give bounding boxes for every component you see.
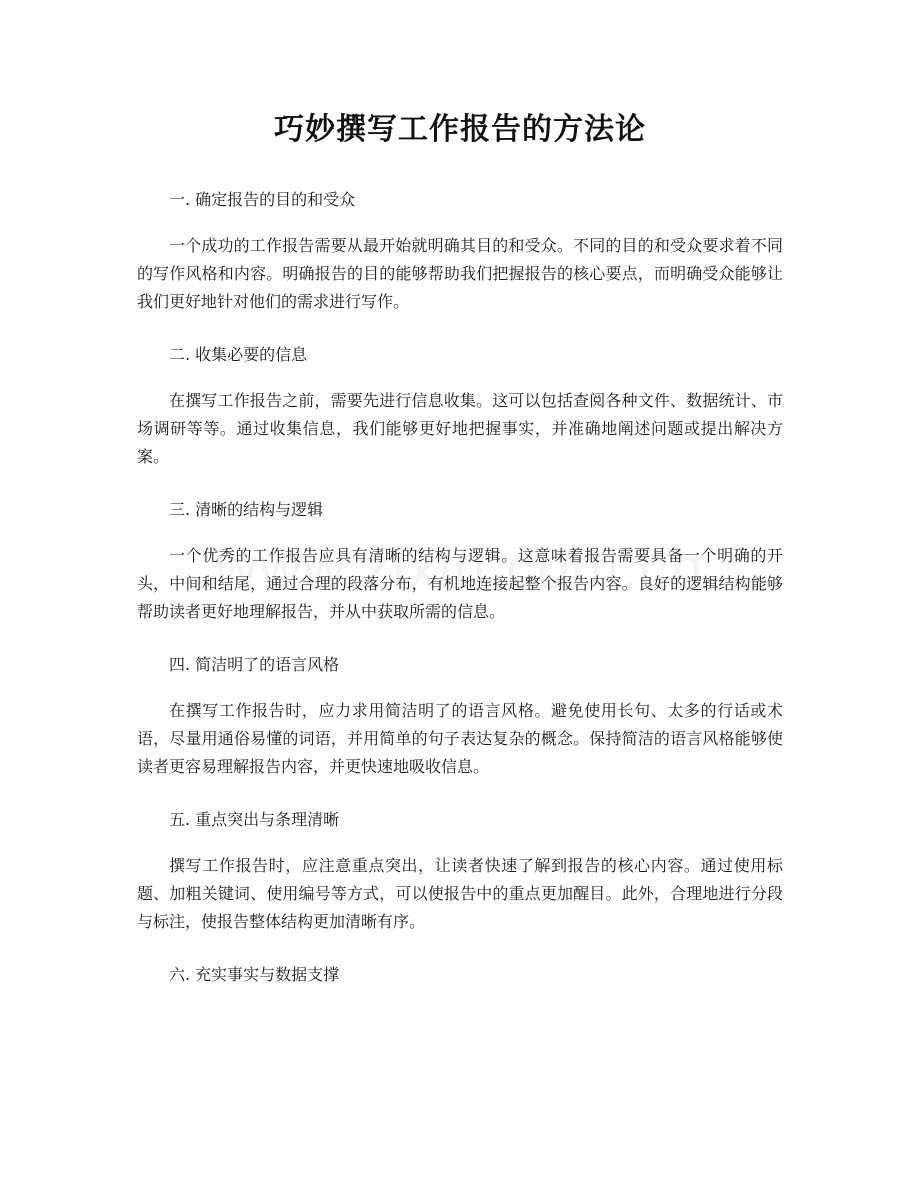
section-heading-4: 四. 简洁明了的语言风格 [169,655,340,674]
section-paragraph-2: 在撰写工作报告之前，需要先进行信息收集。这可以包括查阅各种文件、数据统计、市场调研等等。通过收集信息，我们能够更好地把握事实，并准确地阐述问题或提出解决方案。 [137,391,783,466]
section-heading-5: 五. 重点突出与条理清晰 [169,810,340,829]
section-heading-6: 六. 充实事实与数据支撑 [169,965,340,984]
section-heading-1: 一. 确定报告的目的和受众 [169,190,356,209]
document-body [137,186,783,989]
section-heading-3: 三. 清晰的结构与逻辑 [169,500,324,519]
section-paragraph-5: 撰写工作报告时，应注意重点突出，让读者快速了解到报告的核心内容。通过使用标题、加粗关键词、使用编号等方式，可以使报告中的重点更加醒目。此外，合理地进行分段与标注，使报告整体结构更加清晰有序。 [137,856,783,931]
section-paragraph-1: 一个成功的工作报告需要从最开始就明确其目的和受众。不同的目的和受众要求着不同的写作风格和内容。明确报告的目的能够帮助我们把握报告的核心要点，而明确受众能够让我们更好地针对他们的需求进行写作。 [137,236,783,311]
section-paragraph-4: 在撰写工作报告时，应力求用简洁明了的语言风格。避免使用长句、太多的行话或术语，尽量用通俗易懂的词语，并用简单的句子表达复杂的概念。保持简洁的语言风格能够使读者更容易理解报告内容，并更快速地吸收信息。 [137,701,783,776]
document-title: 巧妙撰写工作报告的方法论 [274,112,646,147]
section-paragraph-3: 一个优秀的工作报告应具有清晰的结构与逻辑。这意味着报告需要具备一个明确的开头，中间和结尾，通过合理的段落分布，有机地连接起整个报告内容。良好的逻辑结构能够帮助读者更好地理解报告，并从中获取所需的信息。 [137,546,783,621]
section-heading-2: 二. 收集必要的信息 [169,345,308,364]
